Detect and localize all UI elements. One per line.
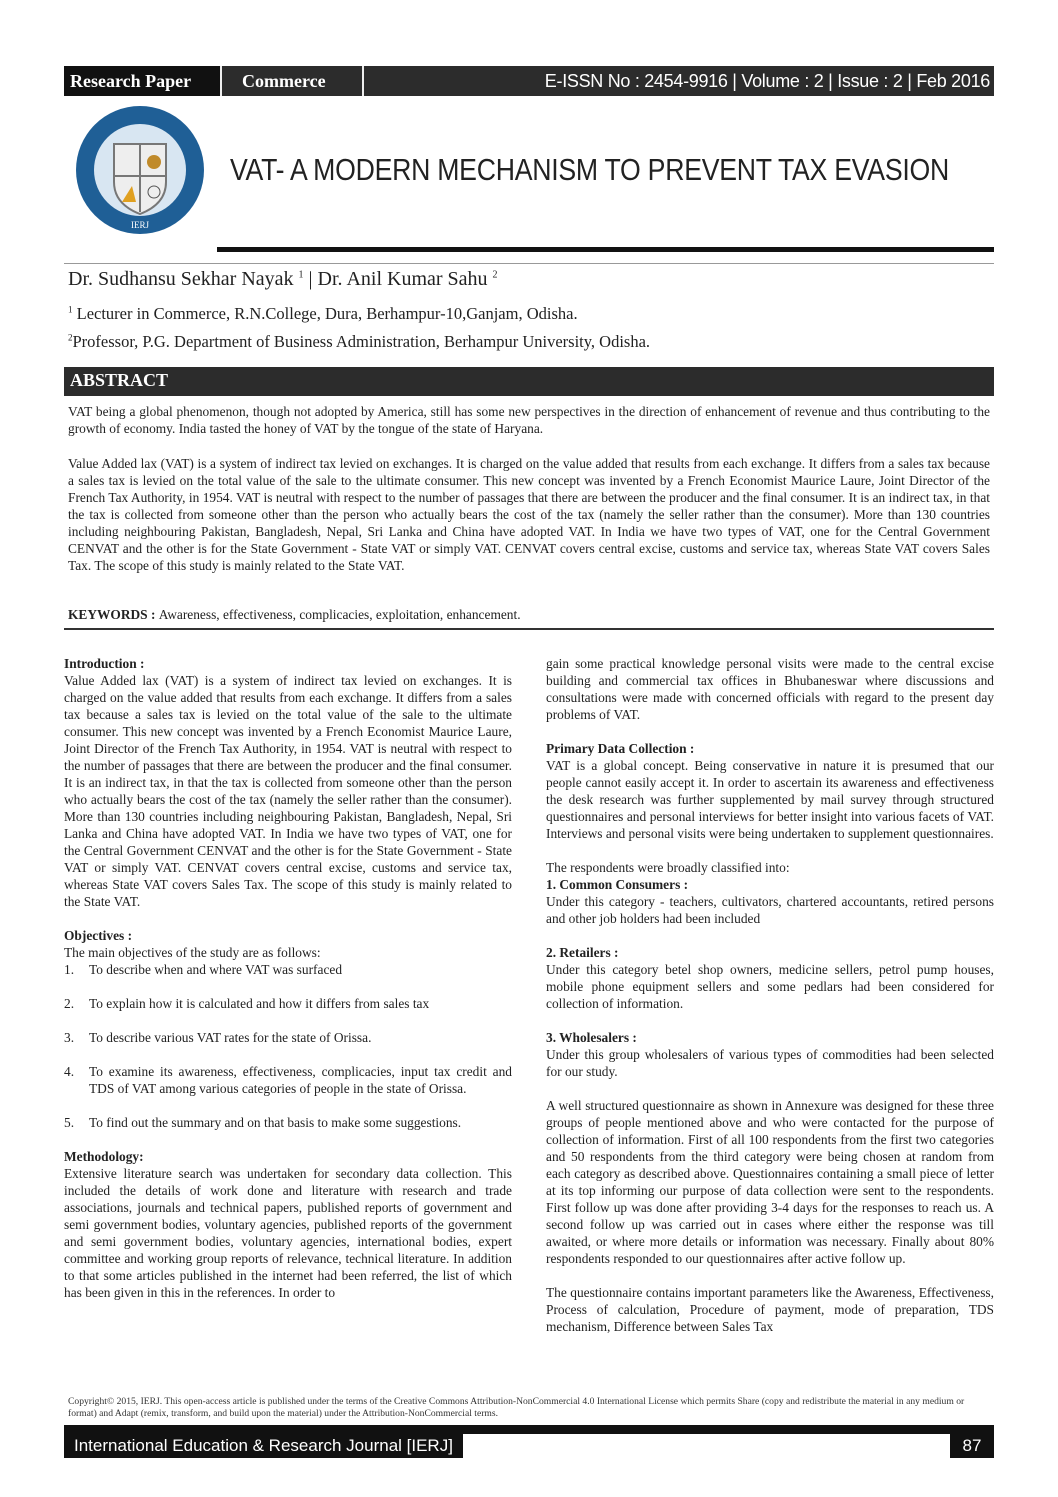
- aff-sup: 1: [68, 304, 73, 315]
- num: 2.: [64, 996, 75, 1011]
- objectives-heading: Objectives :: [64, 928, 133, 943]
- keywords-text: Awareness, effectiveness, complicacies, exploitation, enhancement.: [158, 607, 521, 622]
- wholesalers-text: Under this group wholesalers of various types of commodities had been selected for our study.: [546, 1047, 994, 1079]
- footer-bar: [64, 1425, 994, 1434]
- page-number: 87: [950, 1434, 994, 1458]
- text: To describe various VAT rates for the state of Orissa.: [89, 1030, 372, 1045]
- author-sep: |: [303, 268, 318, 290]
- journal-logo: [74, 104, 206, 236]
- visits-text: gain some practical knowledge personal visits were made to the central excise building and commercial tax offices in Bhubaneswar where discussions and consultations were made with concerned officials with regard to the present day problems of VAT.: [546, 656, 994, 722]
- author-2-sup: 2: [492, 269, 498, 281]
- right-column: [546, 655, 994, 1352]
- author-2: Dr. Anil Kumar Sahu: [317, 268, 488, 290]
- abstract-p2: Value Added lax (VAT) is a system of indirect tax levied on exchanges. It is charged on the value added that results from each exchange. It differs from a sales tax because a sales tax is levied on the total value of the sale to the ultimate consumer. This new concept was invented by a French Economist Maurice Laure, Joint Director of the French Tax Authority, in 1954. VAT is neutral with respect to the number of passages that there are between the producer and the final consumer. It is an indirect tax, in that the tax is collected from someone other than the person who actually bears the cost of the tax (namely the seller rather than the consumer). More than 130 countries including neighbouring Pakistan, Bangladesh, Nepal, Sri Lanka and China have adopted VAT. In India we have two types of VAT, one for the Central Government CENVAT and the other is for the State Government - State VAT or simply VAT. CENVAT covers central excise, customs and service tax, whereas State VAT covers Sales Tax. The scope of this study is mainly related to the State VAT.: [68, 456, 990, 573]
- abstract-p1: VAT being a global phenomenon, though not adopted by America, still has some new perspectives in the direction of enhancement of revenue and thus contributing to the growth of economy. India tasted the honey of VAT by the tongue of the state of Haryana.: [68, 404, 990, 436]
- text: To examine its awareness, effectiveness, complicacies, input tax credit and TDS of VAT among various categories of people in the state of Orissa.: [89, 1064, 512, 1096]
- consumers-text: Under this category - teachers, cultivators, chartered accountants, retired persons and other job holders had been included: [546, 894, 994, 926]
- wholesalers-heading: 3. Wholesalers :: [546, 1030, 637, 1045]
- affiliation-1: [68, 304, 578, 324]
- affiliation-2: [68, 332, 650, 352]
- primary-data-text: VAT is a global concept. Being conservative in nature it is presumed that our people cannot easily accept it. In order to ascertain its awareness and effectiveness the desk research was further supplemented by mail survey through structured questionnaires and personal interviews for better insight into various facets of VAT. Interviews and personal visits were being undertaken to supplement questionnaires.: [546, 758, 994, 841]
- objective-item: [64, 961, 512, 978]
- keywords-label: KEYWORDS :: [68, 607, 159, 622]
- text: To explain how it is calculated and how it differs from sales tax: [89, 996, 430, 1011]
- retailers-text: Under this category betel shop owners, medicine sellers, petrol pump houses, mobile phone equipment sellers and some pedlars had been considered for collection of information.: [546, 962, 994, 1011]
- author-1: Dr. Sudhansu Sekhar Nayak: [68, 268, 294, 290]
- intro-text: Value Added lax (VAT) is a system of indirect tax levied on exchanges. It is charged on the value added that results from each exchange. It differs from a sales tax because a sales tax is levied on the total value of the sale to the ultimate consumer. This new concept was invented by a French Economist Maurice Laure, Joint Director of the French Tax Authority, in 1954. VAT is neutral with respect to the number of passages that there are between the producer and the final consumer. It is an indirect tax, in that the tax is collected from someone other than the person who actually bears the cost of the tax (namely the seller rather than the consumer). More than 130 countries including neighbouring Pakistan, Bangladesh, Nepal, Sri Lanka and China have adopted VAT. In India we have two types of VAT, one for the Central Government CENVAT and the other is for the State Government - State VAT or simply VAT. CENVAT covers central excise, customs and service tax, whereas State VAT covers Sales Tax. The scope of this study is mainly related to the State VAT.: [64, 673, 512, 909]
- copyright-notice: Copyright© 2015, IERJ. This open-access article is published under the terms of the Creative Commons Attribution-NonCommercial 4.0 International License which permits Share (copy and redistribute the material in any medium or format) and Adapt (remix, transform, and build upon the material) under the Attribution-NonCommercial terms.: [68, 1396, 965, 1419]
- divider: [64, 628, 994, 630]
- text: To describe when and where VAT was surfaced: [89, 962, 343, 977]
- paper-type: Research Paper: [64, 66, 222, 96]
- num: 4.: [64, 1064, 75, 1079]
- questionnaire-text: A well structured questionnaire as shown in Annexure was designed for these three groups of people mentioned above and who were contacted for the purpose of collection of information. First of all 100 respondents from the first two categories and 50 respondents from the third category were being chosen at random from each category as described above. Questionnaires containing a small piece of letter at its top informing our purpose of data collection were sent to the respondents. First follow up was done after providing 3-4 days for the responses to reach us. A second follow up was carried out in cases where either the response was till awaited, or where more details or information was necessary. Finally about 80% respondents responded to our questionnaires after active follow up.: [546, 1098, 994, 1266]
- paper-title: VAT- A MODERN MECHANISM TO PREVENT TAX EVASION: [230, 152, 949, 187]
- header-bar: [64, 66, 994, 96]
- keywords: [68, 607, 521, 623]
- consumers-heading: 1. Common Consumers :: [546, 877, 689, 892]
- issn-info: E-ISSN No : 2454-9916 | Volume : 2 | Issue : 2 | Feb 2016: [544, 70, 990, 91]
- primary-data-heading: Primary Data Collection :: [546, 741, 695, 756]
- title-rule: [217, 247, 994, 252]
- divider: [64, 263, 994, 264]
- text: To find out the summary and on that basis to make some suggestions.: [89, 1115, 462, 1130]
- journal-name: International Education & Research Journal [IERJ]: [64, 1434, 463, 1458]
- subject: Commerce: [222, 66, 364, 96]
- objective-item: [64, 995, 512, 1012]
- author-1-sup: 1: [298, 269, 304, 281]
- parameters-text: The questionnaire contains important parameters like the Awareness, Effectiveness, Process of calculation, Procedure of payment, mode of preparation, TDS mechanism, Difference between Sales Tax: [546, 1285, 994, 1334]
- abstract-heading: ABSTRACT: [64, 367, 994, 396]
- objective-item: [64, 1114, 512, 1131]
- methodology-heading: Methodology:: [64, 1149, 144, 1164]
- aff-text: Professor, P.G. Department of Business Administration, Berhampur University, Odisha.: [72, 332, 651, 351]
- aff-sup: 2: [68, 332, 73, 343]
- objective-item: [64, 1029, 512, 1046]
- left-column: [64, 655, 512, 1318]
- num: 3.: [64, 1030, 75, 1045]
- num: 5.: [64, 1115, 75, 1130]
- aff-text: Lecturer in Commerce, R.N.College, Dura, Berhampur-10,Ganjam, Odisha.: [76, 304, 578, 323]
- respondents-intro: The respondents were broadly classified into:: [546, 860, 790, 875]
- retailers-heading: 2. Retailers :: [546, 945, 619, 960]
- num: 1.: [64, 962, 75, 977]
- objective-item: [64, 1063, 512, 1097]
- methodology-text: Extensive literature search was undertaken for secondary data collection. This included the details of work done and literature with research and trade associations, journals and technical papers, published reports of government and semi government bodies, voluntary agencies, published reports of the government and semi government bodies, voluntary agencies, international bodies, expert committee and working group reports of relevance, technical literature. In addition to that some articles published in the internet had been referred, the list of which has been given in this in the references. In order to: [64, 1166, 512, 1300]
- authors: [68, 268, 498, 291]
- svg-text:IERJ: IERJ: [131, 220, 149, 230]
- objectives-intro: The main objectives of the study are as follows:: [64, 945, 321, 960]
- intro-heading: Introduction :: [64, 656, 145, 671]
